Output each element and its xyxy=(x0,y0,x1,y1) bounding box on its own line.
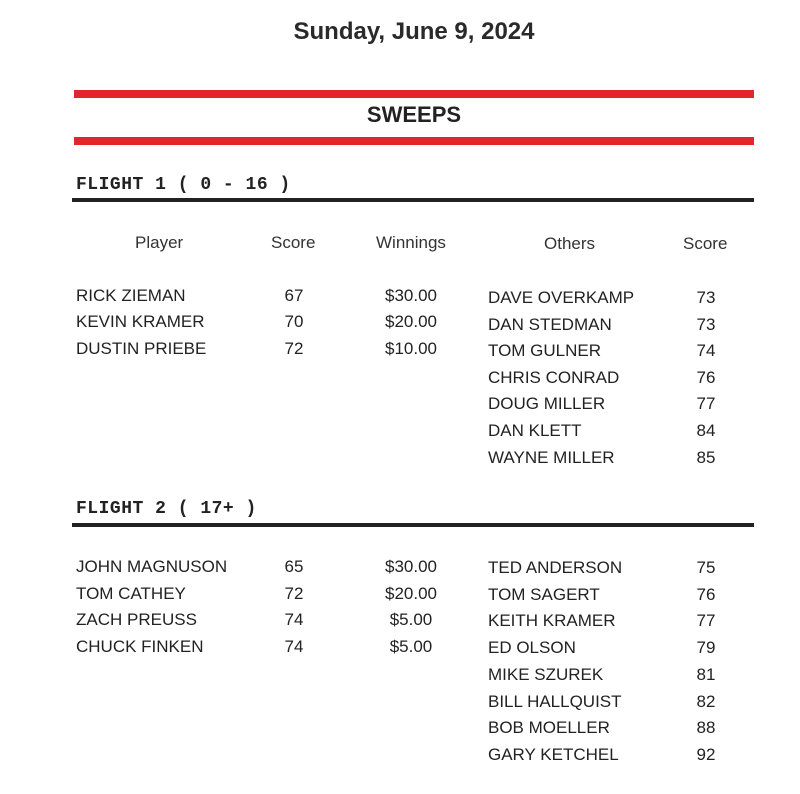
other-name: CHRIS CONRAD xyxy=(488,367,620,387)
top-red-rule xyxy=(74,90,754,98)
player-score: 65 xyxy=(284,557,304,576)
other-name: WAYNE MILLER xyxy=(488,447,615,467)
player-name: JOHN MAGNUSON xyxy=(76,557,228,576)
other-score: 75 xyxy=(696,558,716,577)
player-name: ZACH PREUSS xyxy=(76,610,197,629)
player-score: 74 xyxy=(284,636,304,656)
other-score: 77 xyxy=(696,611,716,631)
table-row xyxy=(0,288,800,314)
table-row xyxy=(0,368,800,394)
other-score: 85 xyxy=(696,447,716,467)
other-score: 82 xyxy=(696,691,716,711)
table-row xyxy=(0,745,800,771)
table-row xyxy=(0,338,800,367)
table-row xyxy=(0,611,800,637)
other-name: DAVE OVERKAMP xyxy=(488,288,635,307)
other-score: 77 xyxy=(696,394,716,414)
other-score: 92 xyxy=(696,744,716,764)
other-name: DAN KLETT xyxy=(488,421,582,440)
table-row xyxy=(0,558,800,584)
player-winnings: $5.00 xyxy=(389,610,433,629)
other-name: TOM GULNER xyxy=(488,341,602,361)
other-name: DAN STEDMAN xyxy=(488,314,612,334)
player-score: 74 xyxy=(284,610,304,629)
table-row xyxy=(0,394,800,420)
table-row xyxy=(0,315,800,341)
table-row xyxy=(0,718,800,744)
other-score: 79 xyxy=(696,638,716,658)
section-title: SWEEPS xyxy=(366,102,462,127)
other-name: MIKE SZUREK xyxy=(488,664,604,684)
header-others: Others xyxy=(544,234,596,253)
other-score: 76 xyxy=(696,584,716,604)
page-title: Sunday, June 9, 2024 xyxy=(293,18,535,45)
other-score: 88 xyxy=(696,718,716,738)
player-winnings: $20.00 xyxy=(385,312,437,332)
player-score: 72 xyxy=(284,338,304,358)
player-name: KEVIN KRAMER xyxy=(76,312,205,332)
player-score: 67 xyxy=(284,286,304,305)
table-row xyxy=(0,692,800,718)
table-row xyxy=(0,421,800,447)
other-name: BILL HALLQUIST xyxy=(488,691,622,711)
player-name: CHUCK FINKEN xyxy=(76,636,204,656)
player-winnings: $30.00 xyxy=(385,557,437,576)
header-score: Score xyxy=(271,233,316,252)
other-name: KEITH KRAMER xyxy=(488,611,616,631)
player-name: TOM CATHEY xyxy=(76,583,186,603)
player-winnings: $20.00 xyxy=(385,583,437,603)
other-score: 81 xyxy=(696,664,716,684)
table-row xyxy=(0,665,800,691)
flight-2-rule xyxy=(72,523,754,527)
other-score: 73 xyxy=(696,314,716,334)
bottom-red-rule xyxy=(74,137,754,145)
player-score: 70 xyxy=(284,312,304,332)
other-name: BOB MOELLER xyxy=(488,718,610,738)
player-score: 72 xyxy=(284,583,304,603)
other-name: TOM SAGERT xyxy=(488,584,600,604)
player-winnings: $10.00 xyxy=(385,338,437,358)
player-winnings: $5.00 xyxy=(389,636,433,656)
other-name: GARY KETCHEL xyxy=(488,744,619,764)
table-row xyxy=(0,585,800,611)
flight-1-title: FLIGHT 1 ( 0 - 16 ) xyxy=(76,175,291,195)
other-name: TED ANDERSON xyxy=(488,558,623,577)
flight-1-rule xyxy=(72,198,754,202)
header-winnings: Winnings xyxy=(376,233,446,252)
other-score: 73 xyxy=(696,288,716,307)
flight-2-title: FLIGHT 2 ( 17+ ) xyxy=(76,499,257,519)
other-score: 84 xyxy=(696,421,716,440)
table-row xyxy=(0,448,800,474)
player-name: DUSTIN PRIEBE xyxy=(76,338,207,358)
other-score: 76 xyxy=(696,367,716,387)
player-name: RICK ZIEMAN xyxy=(76,286,186,305)
other-score: 74 xyxy=(696,341,716,361)
table-row xyxy=(0,638,800,664)
header-others-score: Score xyxy=(683,234,728,253)
header-player: Player xyxy=(135,233,184,252)
other-name: ED OLSON xyxy=(488,638,576,658)
other-name: DOUG MILLER xyxy=(488,394,606,414)
player-winnings: $30.00 xyxy=(385,286,437,305)
